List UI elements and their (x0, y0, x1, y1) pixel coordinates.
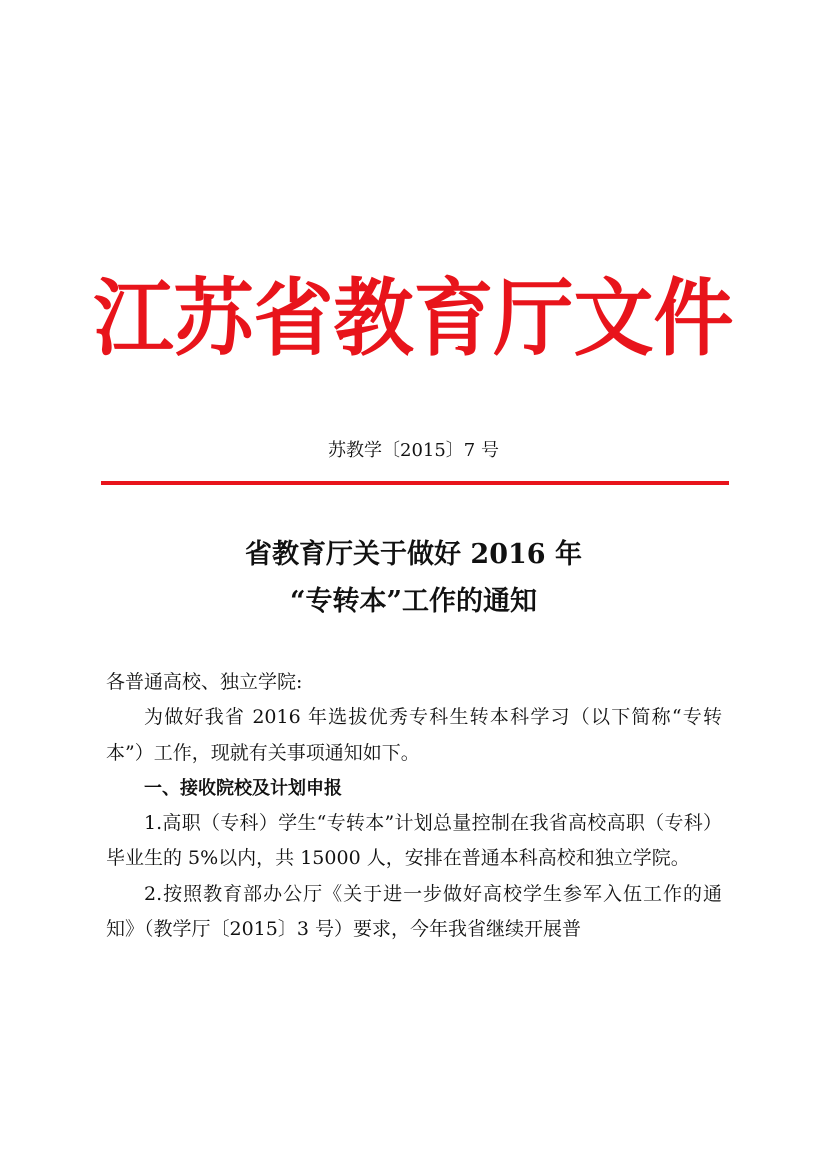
document-number: 苏教学〔2015〕7 号 (328, 440, 499, 461)
red-divider-line (101, 481, 729, 485)
intro-paragraph: 为做好我省 2016 年选拔优秀专科生转本科学习（以下简称“专转本”）工作，现就有关事项通知如下。 (106, 706, 722, 764)
paragraph-item-1: 1.高职（专科）学生“专转本”计划总量控制在我省高校高职（专科）毕业生的 5%以内，共 15000 人，安排在普通本科高校和独立学院。 (106, 812, 722, 870)
section-heading: 一、接收院校及计划申报 (144, 777, 342, 799)
notice-title-line-1: 省教育厅关于做好 2016 年 (245, 539, 582, 570)
paragraph-item-2: 2.按照教育部办公厅《关于进一步做好高校学生参军入伍工作的通知》（教学厅〔2015〕3 号）要求，今年我省继续开展普 (106, 882, 722, 941)
notice-body (106, 665, 722, 947)
salutation: 各普通高校、独立学院: (106, 671, 303, 693)
masthead-title: 江苏省教育厅文件 (93, 268, 734, 368)
notice-title-line-2: “专转本”工作的通知 (289, 586, 538, 617)
